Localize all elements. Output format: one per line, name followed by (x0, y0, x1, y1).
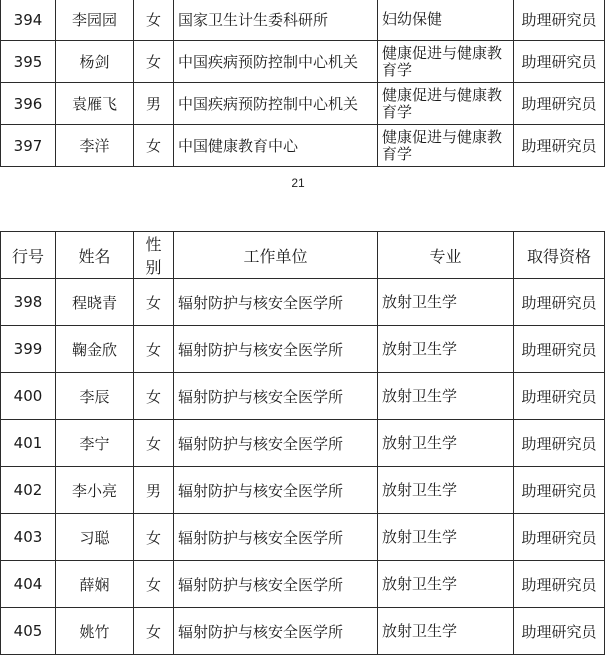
cell-row-number: 400 (1, 373, 56, 420)
cell-major: 妇幼保健 (378, 0, 514, 41)
cell-major: 健康促进与健康教育学 (378, 41, 514, 83)
table-row (1, 467, 605, 514)
cell-qualification: 助理研究员 (514, 0, 605, 41)
cell-major: 放射卫生学 (378, 420, 514, 467)
cell-work-unit: 辐射防护与核安全医学所 (174, 279, 378, 326)
cell-row-number: 399 (1, 326, 56, 373)
header-sex: 性别 (134, 232, 174, 279)
cell-sex: 女 (134, 561, 174, 608)
cell-major: 放射卫生学 (378, 279, 514, 326)
cell-sex: 女 (134, 125, 174, 167)
cell-name: 李洋 (56, 125, 134, 167)
cell-row-number: 404 (1, 561, 56, 608)
cell-name: 李小亮 (56, 467, 134, 514)
table-bottom (0, 231, 605, 655)
cell-row-number: 401 (1, 420, 56, 467)
cell-row-number: 403 (1, 514, 56, 561)
cell-row-number: 397 (1, 125, 56, 167)
cell-major: 放射卫生学 (378, 326, 514, 373)
cell-name: 袁雁飞 (56, 83, 134, 125)
cell-sex: 男 (134, 83, 174, 125)
header-qualification: 取得资格 (514, 232, 605, 279)
table-row (1, 373, 605, 420)
cell-sex: 女 (134, 41, 174, 83)
cell-sex: 女 (134, 514, 174, 561)
cell-work-unit: 中国疾病预防控制中心机关 (174, 41, 378, 83)
table-row (1, 420, 605, 467)
cell-major: 放射卫生学 (378, 608, 514, 655)
table-row (1, 41, 605, 83)
table-row (1, 608, 605, 655)
cell-name: 李宁 (56, 420, 134, 467)
cell-row-number: 396 (1, 83, 56, 125)
cell-name: 李辰 (56, 373, 134, 420)
table-top (0, 0, 605, 167)
cell-major: 放射卫生学 (378, 467, 514, 514)
table-row (1, 279, 605, 326)
cell-sex: 女 (134, 420, 174, 467)
page-number: 21 (291, 176, 305, 190)
cell-qualification: 助理研究员 (514, 279, 605, 326)
table-row (1, 514, 605, 561)
cell-qualification: 助理研究员 (514, 514, 605, 561)
cell-name: 程晓青 (56, 279, 134, 326)
cell-qualification: 助理研究员 (514, 608, 605, 655)
cell-qualification: 助理研究员 (514, 561, 605, 608)
cell-name: 杨剑 (56, 41, 134, 83)
cell-sex: 女 (134, 326, 174, 373)
cell-work-unit: 辐射防护与核安全医学所 (174, 561, 378, 608)
cell-name: 姚竹 (56, 608, 134, 655)
cell-work-unit: 中国健康教育中心 (174, 125, 378, 167)
cell-name: 薛娴 (56, 561, 134, 608)
cell-work-unit: 辐射防护与核安全医学所 (174, 608, 378, 655)
cell-work-unit: 辐射防护与核安全医学所 (174, 326, 378, 373)
cell-qualification: 助理研究员 (514, 83, 605, 125)
cell-sex: 女 (134, 279, 174, 326)
cell-row-number: 394 (1, 0, 56, 41)
cell-major: 放射卫生学 (378, 373, 514, 420)
cell-qualification: 助理研究员 (514, 373, 605, 420)
table-row (1, 0, 605, 41)
cell-qualification: 助理研究员 (514, 420, 605, 467)
cell-row-number: 395 (1, 41, 56, 83)
cell-work-unit: 辐射防护与核安全医学所 (174, 514, 378, 561)
cell-work-unit: 辐射防护与核安全医学所 (174, 373, 378, 420)
cell-name: 习聪 (56, 514, 134, 561)
cell-qualification: 助理研究员 (514, 326, 605, 373)
cell-major: 放射卫生学 (378, 561, 514, 608)
cell-qualification: 助理研究员 (514, 125, 605, 167)
cell-row-number: 402 (1, 467, 56, 514)
cell-work-unit: 国家卫生计生委科研所 (174, 0, 378, 41)
cell-sex: 女 (134, 373, 174, 420)
cell-qualification: 助理研究员 (514, 41, 605, 83)
cell-name: 李园园 (56, 0, 134, 41)
cell-major: 健康促进与健康教育学 (378, 83, 514, 125)
header-row-number: 行号 (1, 232, 56, 279)
table-header-row (1, 232, 605, 279)
cell-row-number: 405 (1, 608, 56, 655)
cell-qualification: 助理研究员 (514, 467, 605, 514)
table-row (1, 83, 605, 125)
cell-row-number: 398 (1, 279, 56, 326)
header-name: 姓名 (56, 232, 134, 279)
cell-major: 健康促进与健康教育学 (378, 125, 514, 167)
cell-name: 鞠金欣 (56, 326, 134, 373)
cell-work-unit: 辐射防护与核安全医学所 (174, 420, 378, 467)
header-major: 专业 (378, 232, 514, 279)
cell-sex: 女 (134, 608, 174, 655)
cell-major: 放射卫生学 (378, 514, 514, 561)
cell-work-unit: 辐射防护与核安全医学所 (174, 467, 378, 514)
header-work-unit: 工作单位 (174, 232, 378, 279)
table-row (1, 326, 605, 373)
table-row (1, 561, 605, 608)
table-row (1, 125, 605, 167)
cell-sex: 男 (134, 467, 174, 514)
cell-work-unit: 中国疾病预防控制中心机关 (174, 83, 378, 125)
cell-sex: 女 (134, 0, 174, 41)
